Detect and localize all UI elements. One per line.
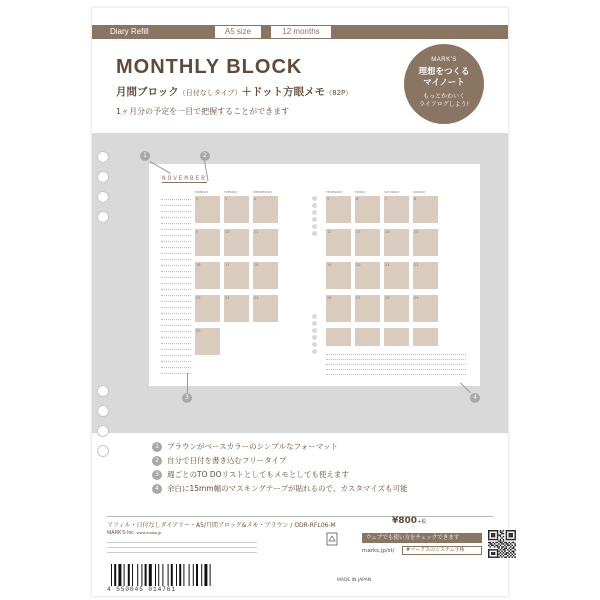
calendar-cell bbox=[355, 328, 380, 346]
memo-line bbox=[161, 289, 191, 290]
calendar-cell bbox=[384, 229, 409, 256]
product-title: MONTHLY BLOCK bbox=[116, 56, 303, 78]
calendar-cell bbox=[224, 295, 249, 322]
calendar-cell bbox=[253, 196, 278, 223]
memo-line bbox=[161, 199, 191, 200]
memo-line bbox=[161, 349, 191, 350]
date-number: 23 bbox=[196, 296, 201, 300]
product-name: リフィル・日付なしダイアリー・A5/月間ブロック&メモ・ブラウン / ODR-RFL06-M bbox=[107, 522, 336, 529]
binder-hole bbox=[97, 385, 109, 397]
day-label: MONDAY bbox=[195, 190, 209, 194]
calendar-cell bbox=[355, 295, 380, 322]
memo-line bbox=[161, 271, 191, 272]
memo-line bbox=[161, 235, 191, 236]
date-number: 29 bbox=[414, 296, 419, 300]
badge-brand: MARK'S bbox=[431, 57, 457, 63]
calendar-cell bbox=[413, 262, 438, 289]
binder-hole bbox=[97, 151, 109, 163]
page-hole bbox=[312, 217, 317, 222]
memo-line bbox=[326, 364, 466, 365]
calendar-cell bbox=[195, 196, 220, 223]
day-label: SUNDAY bbox=[413, 190, 426, 194]
memo-line bbox=[161, 205, 191, 206]
feature-2: 2 自分で日付を書き込むフリータイプ bbox=[152, 455, 286, 467]
product-sheet bbox=[92, 8, 508, 596]
date-number: 27 bbox=[356, 296, 361, 300]
calendar-cell bbox=[253, 295, 278, 322]
memo-line bbox=[161, 223, 191, 224]
date-number: 28 bbox=[385, 296, 390, 300]
memo-line bbox=[161, 337, 191, 338]
day-label: TUESDAY bbox=[224, 190, 238, 194]
date-number: 25 bbox=[254, 296, 259, 300]
product-description: 1ヶ月分の予定を一目で把握することができます bbox=[116, 107, 290, 116]
website-link[interactable]: marks.jp/st/ bbox=[362, 548, 395, 554]
memo-line bbox=[161, 313, 191, 314]
binder-hole bbox=[97, 405, 109, 417]
memo-line bbox=[161, 211, 191, 212]
calendar-cell bbox=[413, 196, 438, 223]
page-hole bbox=[312, 231, 317, 236]
memo-line bbox=[161, 367, 191, 368]
date-number: 12 bbox=[327, 230, 332, 234]
binder-hole bbox=[97, 211, 109, 223]
badge-line1: 理想をつくる マイノート bbox=[418, 67, 470, 88]
page-hole bbox=[312, 342, 317, 347]
memo-line bbox=[161, 325, 191, 326]
calendar-cell bbox=[355, 229, 380, 256]
calendar-cell bbox=[384, 262, 409, 289]
footer-divider bbox=[107, 516, 493, 517]
made-in: MADE IN JAPAN bbox=[337, 578, 372, 583]
memo-line bbox=[161, 283, 191, 284]
memo-line bbox=[326, 374, 466, 375]
date-number: 15 bbox=[414, 230, 419, 234]
date-number: 30 bbox=[196, 329, 201, 333]
page-hole bbox=[312, 224, 317, 229]
calendar-cell bbox=[224, 196, 249, 223]
subtitle-pages: （82P） bbox=[325, 89, 353, 97]
page-hole bbox=[312, 314, 317, 319]
day-label: FRIDAY bbox=[355, 190, 366, 194]
memo-line bbox=[161, 247, 191, 248]
memo-line bbox=[161, 331, 191, 332]
promo-badge bbox=[404, 44, 484, 124]
date-number: 11 bbox=[254, 230, 259, 234]
date-number: 7 bbox=[385, 197, 388, 201]
feature-3: 3 週ごとのTO DOリストとしてもメモとしても使えます bbox=[152, 469, 349, 481]
date-number: 26 bbox=[327, 296, 332, 300]
memo-line bbox=[326, 369, 466, 370]
month-title: NOVEMBER bbox=[162, 175, 207, 182]
hashtag-box: #マークスのシステム手帳 bbox=[402, 546, 482, 555]
callout-4: 4 bbox=[470, 393, 480, 403]
date-number: 14 bbox=[385, 230, 390, 234]
page-hole bbox=[312, 196, 317, 201]
page-hole bbox=[312, 328, 317, 333]
date-number: 18 bbox=[254, 263, 259, 267]
months-tag: 12 months bbox=[270, 25, 332, 39]
binder-hole bbox=[97, 425, 109, 437]
page-hole bbox=[312, 335, 317, 340]
memo-line bbox=[161, 229, 191, 230]
subtitle-tail: ＋ドット方眼メモ bbox=[241, 86, 326, 98]
calendar-cell bbox=[384, 295, 409, 322]
date-number: 4 bbox=[254, 197, 257, 201]
fine-print bbox=[107, 540, 257, 555]
date-number: 21 bbox=[385, 263, 390, 267]
date-number: 22 bbox=[414, 263, 419, 267]
callout-1: 1 bbox=[140, 151, 150, 161]
calendar-cell bbox=[326, 328, 351, 346]
date-number: 9 bbox=[196, 230, 199, 234]
qr-code-icon[interactable] bbox=[488, 530, 516, 558]
calendar-cell bbox=[224, 262, 249, 289]
feature-4: 4 余白に15mm幅のマスキングテープが貼れるので、カスタマイズも可能 bbox=[152, 483, 408, 495]
memo-line bbox=[161, 217, 191, 218]
memo-line bbox=[161, 307, 191, 308]
recycle-icon bbox=[326, 532, 338, 546]
subtitle-small: （日付なしタイプ） bbox=[178, 89, 242, 97]
callout-leader bbox=[187, 373, 188, 393]
barcode-icon bbox=[107, 564, 227, 586]
memo-line bbox=[161, 319, 191, 320]
calendar-cell bbox=[326, 262, 351, 289]
preview-area bbox=[92, 133, 508, 433]
calendar-cell bbox=[413, 295, 438, 322]
date-number: 2 bbox=[196, 197, 199, 201]
product-subtitle bbox=[116, 84, 352, 99]
day-label: SATURDAY bbox=[384, 190, 400, 194]
calendar-cell bbox=[355, 262, 380, 289]
date-number: 19 bbox=[327, 263, 332, 267]
web-check-banner: ウェブでも使い方をチェックできます bbox=[362, 533, 482, 543]
binder-hole bbox=[97, 445, 109, 457]
memo-line bbox=[161, 277, 191, 278]
calendar-cell bbox=[253, 262, 278, 289]
date-number: 5 bbox=[327, 197, 330, 201]
calendar-cell bbox=[326, 229, 351, 256]
page-hole bbox=[312, 210, 317, 215]
calendar-cell bbox=[326, 196, 351, 223]
callout-3: 3 bbox=[182, 393, 192, 403]
calendar-cell bbox=[224, 229, 249, 256]
callout-2: 2 bbox=[200, 151, 210, 161]
page-hole bbox=[312, 349, 317, 354]
date-number: 24 bbox=[225, 296, 230, 300]
memo-line bbox=[161, 343, 191, 344]
page-hole bbox=[312, 203, 317, 208]
barcode-number: 4 550045 014761 bbox=[107, 586, 177, 593]
preview-page-left bbox=[149, 164, 319, 386]
date-number: 3 bbox=[225, 197, 228, 201]
binder-hole bbox=[97, 191, 109, 203]
day-label: WEDNESDAY bbox=[253, 190, 273, 194]
date-number: 6 bbox=[356, 197, 359, 201]
date-number: 17 bbox=[225, 263, 230, 267]
preview-page-right bbox=[310, 164, 480, 386]
memo-line bbox=[161, 265, 191, 266]
calendar-cell bbox=[413, 328, 438, 346]
memo-line bbox=[326, 359, 466, 360]
binder-hole bbox=[97, 171, 109, 183]
memo-line bbox=[326, 354, 466, 355]
memo-line bbox=[161, 241, 191, 242]
calendar-cell bbox=[195, 295, 220, 322]
page-hole bbox=[312, 321, 317, 326]
calendar-cell bbox=[355, 196, 380, 223]
day-label: THURSDAY bbox=[326, 190, 343, 194]
memo-line bbox=[161, 355, 191, 356]
date-number: 8 bbox=[414, 197, 417, 201]
memo-line bbox=[161, 295, 191, 296]
calendar-cell bbox=[195, 229, 220, 256]
date-number: 20 bbox=[356, 263, 361, 267]
calendar-cell bbox=[253, 229, 278, 256]
date-number: 13 bbox=[356, 230, 361, 234]
memo-line bbox=[161, 301, 191, 302]
size-tag: A5 size bbox=[214, 25, 262, 39]
memo-line bbox=[161, 361, 191, 362]
calendar-cell bbox=[326, 295, 351, 322]
calendar-cell bbox=[413, 229, 438, 256]
calendar-cell bbox=[195, 328, 220, 355]
calendar-cell bbox=[195, 262, 220, 289]
badge-line3: もっとかわいく ライフログしよう! bbox=[418, 93, 470, 108]
maker-logo: MARK'S Inc. www.marks.jp bbox=[107, 530, 162, 536]
date-number: 10 bbox=[225, 230, 230, 234]
price: ¥800+税 bbox=[392, 516, 427, 526]
memo-line bbox=[161, 253, 191, 254]
subtitle-main: 月間ブロック bbox=[116, 86, 179, 98]
calendar-cell bbox=[384, 196, 409, 223]
memo-line bbox=[161, 259, 191, 260]
category-tag: Diary Refill bbox=[102, 25, 180, 39]
date-number: 16 bbox=[196, 263, 201, 267]
feature-1: 1 ブラウンがベースカラーのシンプルなフォーマット bbox=[152, 441, 338, 453]
calendar-cell bbox=[384, 328, 409, 346]
